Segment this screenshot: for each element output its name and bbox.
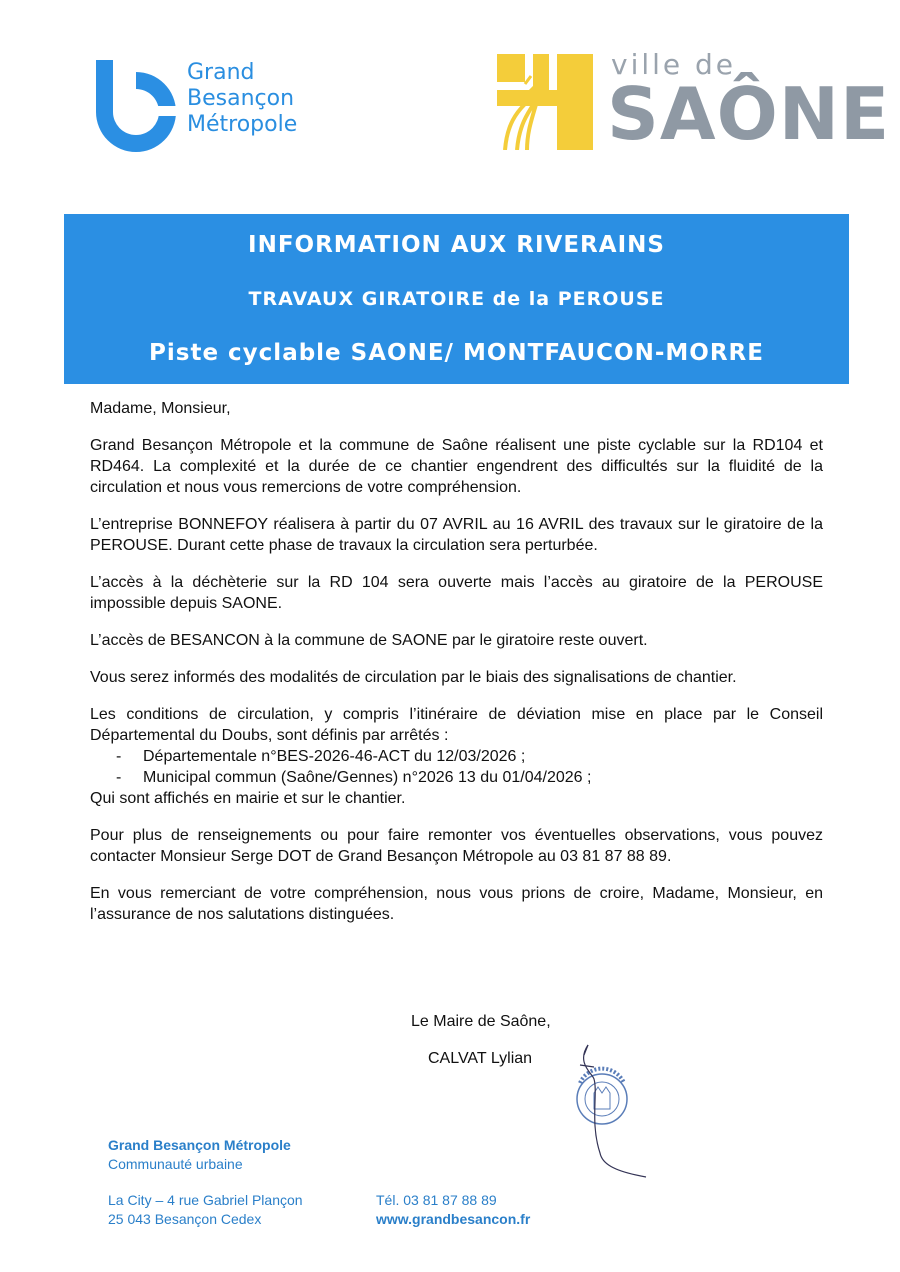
signature-title: Le Maire de Saône, [411,1013,551,1030]
gbm-logo-line3: Métropole [187,112,298,137]
paragraph-dechetterie-access: L’accès à la déchèterie sur la RD 104 sera ouverte mais l’accès au giratoire de la PEROUSE impossible depuis SAONE. [90,574,823,612]
paragraph-contact: Pour plus de renseignements ou pour faire remonter vos éventuelles observations, vous pouvez contacter Monsieur Serge DOT de Grand Besançon Métropole au 03 81 87 88 89. [90,827,823,865]
gbm-logo-line1: Grand [187,60,255,85]
saone-logo-name: SAÔNE [607,72,891,156]
paragraph-affichage: Qui sont affichés en mairie et sur le chantier. [90,790,406,807]
letter-body [90,398,823,941]
grand-besancon-logo [96,60,336,155]
paragraph-works-dates: L’entreprise BONNEFOY réalisera à partir du 07 AVRIL au 16 AVRIL des travaux sur le giratoire de la PEROUSE. Durant cette phase de travaux la circulation sera perturbée. [90,516,823,554]
footer-address-line1: La City – 4 rue Gabriel Plançon [108,1192,303,1208]
paragraph-besancon-access: L’accès de BESANCON à la commune de SAONE par le giratoire reste ouvert. [90,632,648,649]
arretes-list [90,746,823,788]
mayor-stamp-signature [570,1043,660,1183]
paragraph-signage: Vous serez informés des modalités de circulation par le biais des signalisations de chantier. [90,669,737,686]
signature-name: CALVAT Lylian [428,1050,533,1067]
title-banner [64,214,849,384]
greeting: Madame, Monsieur, [90,400,231,417]
gbm-b-icon [96,60,176,152]
footer-address-line2: 25 043 Besançon Cedex [108,1211,262,1227]
footer-organization: Grand Besançon Métropole [108,1137,291,1153]
list-item: - Municipal commun (Saône/Gennes) n°2026 13 du 01/04/2026 ; [116,767,823,788]
paragraph-conditions: Les conditions de circulation, y compris l’itinéraire de déviation mise en place par le Conseil Départemental du Doubs, sont définis par arrêtés : [90,706,823,744]
banner-title: INFORMATION AUX RIVERAINS [248,232,665,258]
footer-org-type: Communauté urbaine [108,1156,243,1172]
footer-phone: Tél. 03 81 87 88 89 [376,1192,497,1208]
banner-subtitle: TRAVAUX GIRATOIRE de la PEROUSE [248,288,665,310]
list-item: - Départementale n°BES-2026-46-ACT du 12/03/2026 ; [116,746,823,767]
footer-website-link[interactable]: www.grandbesancon.fr [376,1211,531,1227]
ville-de-saone-logo [497,48,891,158]
banner-project: Piste cyclable SAONE/ MONTFAUCON-MORRE [149,340,764,366]
stamp-seal-icon [570,1043,660,1183]
saone-logo-ville: ville de [611,48,737,81]
paragraph-intro: Grand Besançon Métropole et la commune de Saône réalisent une piste cyclable sur la RD104 et RD464. La complexité et la durée de ce chantier engendrent des difficultés sur la fluidité de la circulation et nous vous remercions de votre compréhension. [90,437,823,496]
paragraph-closing: En vous remerciant de votre compréhension, nous vous prions de croire, Madame, Monsieur, en l’assurance de nos salutations distinguées. [90,885,823,923]
saone-emblem-icon [497,54,593,150]
gbm-logo-line2: Besançon [187,86,295,111]
